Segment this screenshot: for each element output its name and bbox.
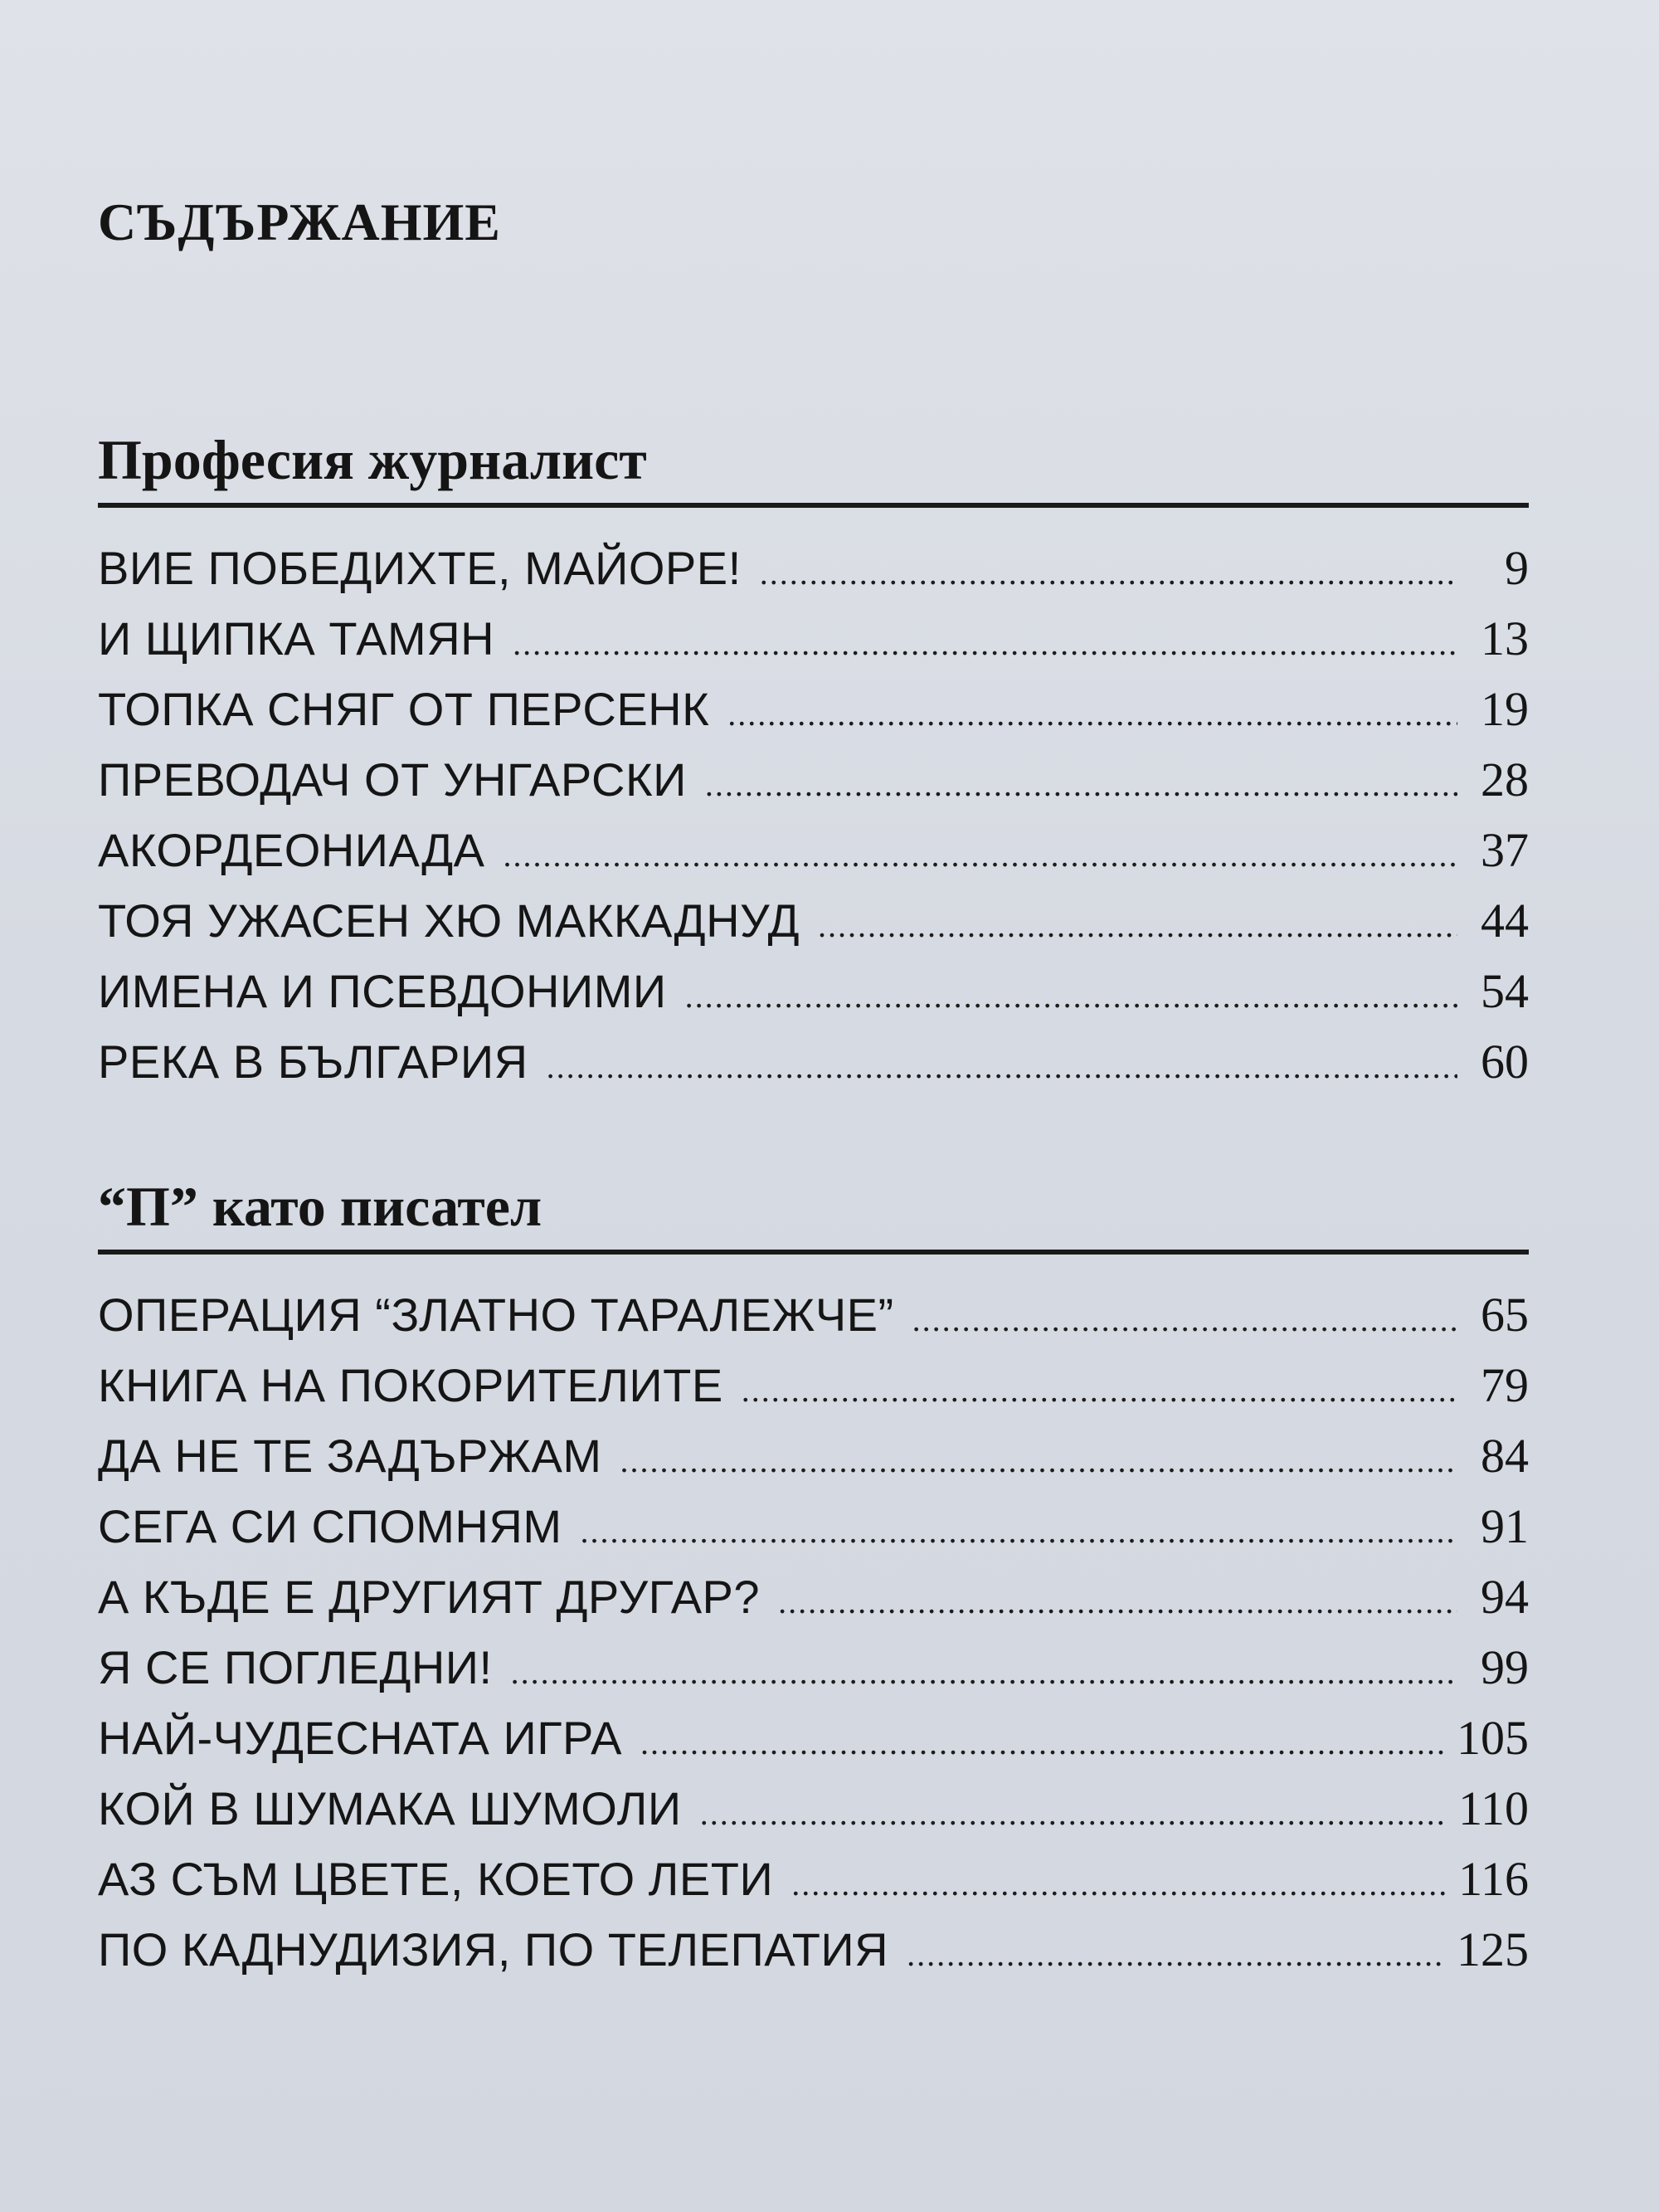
dot-leader (700, 1778, 1445, 1849)
entry-page-number: 99 (1481, 1640, 1529, 1694)
toc-entry (98, 956, 1529, 1026)
toc-entry (98, 1350, 1529, 1420)
entry-page-number: 19 (1481, 682, 1529, 736)
dot-leader (705, 749, 1457, 820)
entry-page-number: 79 (1481, 1358, 1529, 1412)
dot-leader (580, 1496, 1457, 1566)
entry-title: КОЙ В ШУМАКА ШУМОЛИ (98, 1782, 682, 1834)
entry-title: ТОЯ УЖАСЕН ХЮ МАККАДНУД (98, 894, 800, 947)
entry-title: ТОПКА СНЯГ ОТ ПЕРСЕНК (98, 683, 710, 735)
toc-entry (98, 744, 1529, 815)
toc-entry (98, 1279, 1529, 1350)
toc-list (98, 533, 1529, 1097)
entry-title: КНИГА НА ПОКОРИТЕЛИТЕ (98, 1359, 723, 1411)
entry-page-number: 94 (1481, 1570, 1529, 1624)
toc-entry (98, 1703, 1529, 1773)
entry-page-number: 28 (1481, 753, 1529, 806)
toc-entry (98, 1632, 1529, 1703)
entry-page-number: 54 (1481, 964, 1529, 1018)
dot-leader (907, 1919, 1443, 1990)
entry-title: ДА НЕ ТЕ ЗАДЪРЖАМ (98, 1430, 602, 1482)
entry-page-number: 105 (1457, 1711, 1529, 1765)
toc-entry (98, 1420, 1529, 1491)
toc-entry (98, 533, 1529, 603)
dot-leader (504, 820, 1457, 890)
dot-leader (760, 538, 1457, 608)
toc-entry (98, 1844, 1529, 1914)
entry-title: ИМЕНА И ПСЕВДОНИМИ (98, 965, 667, 1017)
entry-title: РЕКА В БЪЛГАРИЯ (98, 1035, 528, 1088)
dot-leader (742, 1355, 1457, 1425)
dot-leader (727, 679, 1457, 749)
entry-title: АКОРДЕОНИАДА (98, 824, 485, 876)
entry-title: ОПЕРАЦИЯ “ЗЛАТНО ТАРАЛЕЖЧЕ” (98, 1289, 894, 1341)
dot-leader (912, 1284, 1457, 1355)
entry-title: Я СЕ ПОГЛЕДНИ! (98, 1641, 493, 1693)
entry-page-number: 116 (1458, 1852, 1529, 1906)
entry-page-number: 13 (1481, 611, 1529, 665)
dot-leader (818, 890, 1457, 961)
dot-leader (778, 1566, 1457, 1637)
entry-title: НАЙ-ЧУДЕСНАТА ИГРА (98, 1712, 622, 1764)
toc-list (98, 1279, 1529, 1985)
toc-entry (98, 1773, 1529, 1844)
entry-title: СЕГА СИ СПОМНЯМ (98, 1500, 562, 1552)
dot-leader (547, 1031, 1457, 1102)
dot-leader (511, 1637, 1457, 1708)
entry-title: И ЩИПКА ТАМЯН (98, 612, 495, 665)
toc-entry (98, 1562, 1529, 1632)
dot-leader (640, 1708, 1443, 1778)
toc-entry (98, 885, 1529, 956)
dot-leader (685, 961, 1457, 1031)
entry-title: ПРЕВОДАЧ ОТ УНГАРСКИ (98, 753, 687, 806)
toc-entry (98, 674, 1529, 744)
entry-page-number: 37 (1481, 823, 1529, 877)
toc-entry (98, 1491, 1529, 1562)
entry-page-number: 84 (1481, 1429, 1529, 1483)
toc-entry (98, 815, 1529, 885)
entry-title: АЗ СЪМ ЦВЕТЕ, КОЕТО ЛЕТИ (98, 1853, 774, 1905)
section-p-kato-pisatel (98, 1175, 1529, 1985)
toc-entry (98, 1026, 1529, 1097)
entry-page-number: 44 (1481, 894, 1529, 948)
entry-page-number: 65 (1481, 1288, 1529, 1342)
entry-title: А КЪДЕ Е ДРУГИЯТ ДРУГАР? (98, 1571, 761, 1623)
entry-page-number: 125 (1457, 1922, 1529, 1976)
toc-entry (98, 603, 1529, 674)
toc-entry (98, 1914, 1529, 1985)
section-heading: “П” като писател (98, 1178, 1529, 1255)
dot-leader (620, 1425, 1457, 1496)
section-profesiya-zhurnalist (98, 428, 1529, 1097)
entry-title: ПО КАДНУДИЗИЯ, ПО ТЕЛЕПАТИЯ (98, 1923, 889, 1976)
dot-leader (791, 1849, 1445, 1919)
page-title: СЪДЪРЖАНИЕ (98, 192, 501, 251)
entry-page-number: 60 (1481, 1035, 1529, 1089)
section-heading: Професия журналист (98, 431, 1529, 508)
entry-title: ВИЕ ПОБЕДИХТЕ, МАЙОРЕ! (98, 542, 742, 594)
dot-leader (513, 608, 1457, 679)
entry-page-number: 110 (1458, 1781, 1529, 1835)
entry-page-number: 9 (1505, 541, 1529, 595)
entry-page-number: 91 (1481, 1499, 1529, 1553)
